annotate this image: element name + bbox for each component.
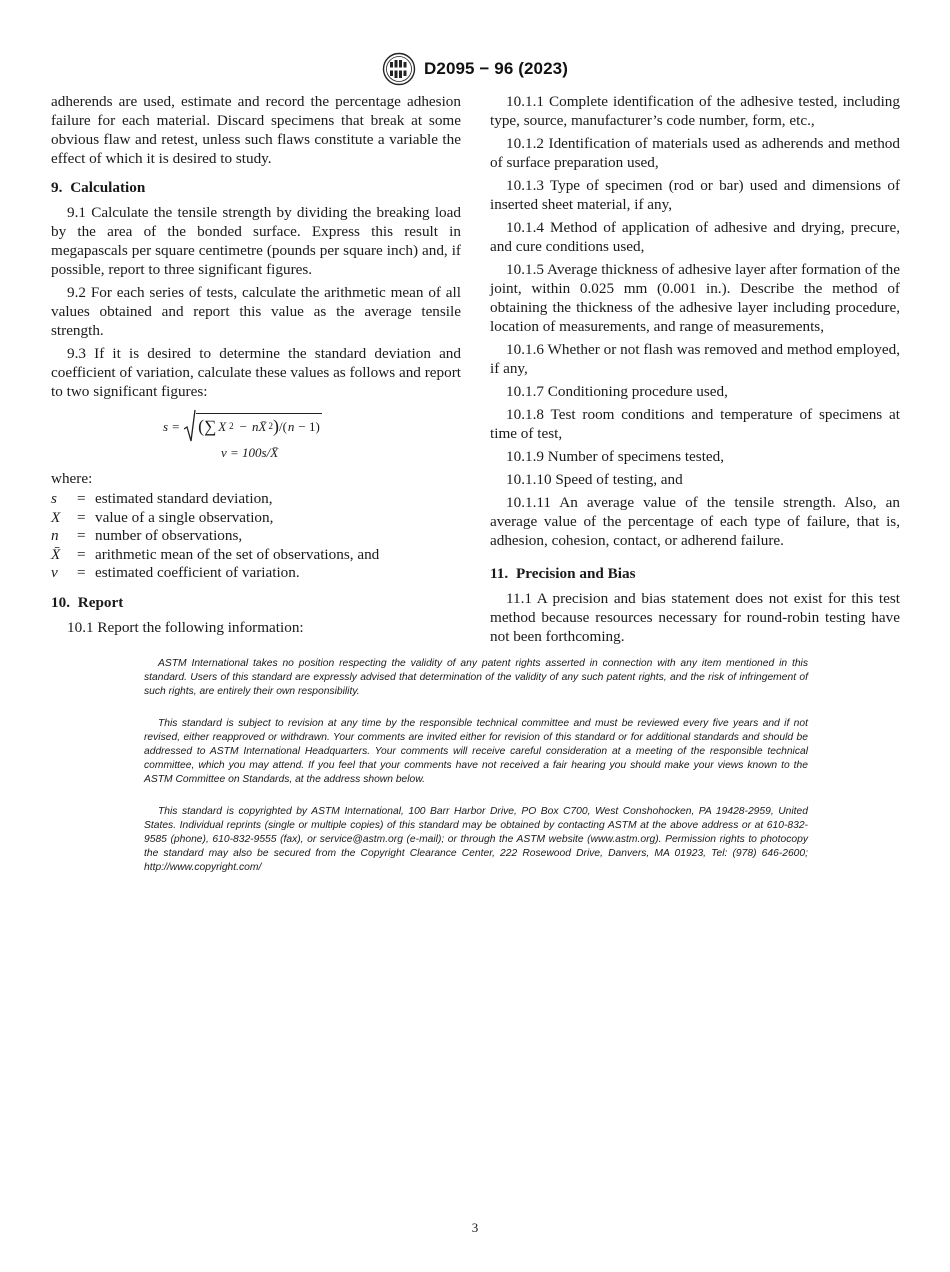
formula-sq1: 2 (229, 420, 234, 431)
astm-logo-icon (382, 52, 416, 86)
legal-notices (144, 657, 808, 893)
paragraph-10-1-8: 10.1.8 Test room conditions and temperature of specimens at time of test, (490, 406, 900, 442)
formula-minus: − (239, 418, 248, 434)
definition-item (51, 509, 461, 528)
paragraph-10-1-3: 10.1.3 Type of specimen (rod or bar) used and dimensions of inserted sheet material, if any, (490, 177, 900, 213)
paragraph-11-1: 11.1 A precision and bias statement does not exist for this test method because resources necessary for round-robin testing have not been forthcoming. (490, 590, 900, 645)
paragraph-10-1-11: 10.1.11 An average value of the tensile strength. Also, an average value of the percentage of each type of failure, that is, adhesion, cohesion, contact, or adherend failure. (490, 494, 900, 549)
formula-s-lhs: s = (163, 418, 181, 434)
radicand: ( ∑ X 2 − n X̄ 2 ) /( n − 1) (196, 413, 322, 436)
definition-text: value of a single observation, (95, 508, 274, 526)
where-label: where: (51, 470, 93, 487)
paragraph-10-1-7: 10.1.7 Conditioning procedure used, (506, 383, 728, 400)
section-9-heading (51, 178, 461, 197)
paragraph-10-1: 10.1 Report the following information: (67, 618, 304, 636)
patent-notice: ASTM International takes no position respecting the validity of any patent rights asserted in connection with any item mentioned in this standard. Users of this standard are expressly advised that determination of the validity of any such patent rights, and the risk of infringement of such rights, are entirely their own responsibility. (144, 658, 808, 697)
definition-item (51, 564, 461, 583)
intro-paragraph: adherends are used, estimate and record the percentage adhesion failure for each material. Discard specimens that break at some obvious flaw and retest, unless such flaws constitute a variable the effect of which it is desired to study. (51, 93, 461, 167)
std-dev-formula (163, 409, 322, 443)
paragraph-10-1-4: 10.1.4 Method of application of adhesive and drying, precure, and cure conditions used, (490, 219, 900, 255)
formula-xbar: X̄ (258, 418, 267, 434)
copyright-notice: This standard is copyrighted by ASTM International, 100 Barr Harbor Drive, PO Box C700, West Conshohocken, PA 19428-2959, United States. Individual reprints (single or multiple copies) of this standard may be obtained by contacting ASTM at the above address or at 610-832-9585 (phone), 610-832-9555 (fax), or service@astm.org (e-mail); or through the ASTM website (www.astm.org). Permission rights to photocopy the standard may also be secured from the Copyright Clearance Center, 222 Rosewood Drive, Danvers, MA 01923, Tel: (978) 646-2600; http://www.copyright.com/ (144, 806, 808, 873)
definition-symbol: v (51, 564, 58, 581)
paragraph-10-1-6: 10.1.6 Whether or not flash was removed and method employed, if any, (490, 341, 900, 377)
radical-sign-icon (184, 409, 196, 443)
formula-sq2: 2 (268, 420, 273, 431)
sum-symbol: ∑ (204, 416, 217, 436)
definition-text: arithmetic mean of the set of observations, and (95, 545, 380, 563)
page-header (0, 52, 950, 86)
definition-symbol: n (51, 527, 59, 544)
definition-item (51, 490, 461, 509)
section-10-title: Report (77, 593, 124, 611)
revision-notice: This standard is subject to revision at any time by the responsible technical committee and must be reviewed every five years and if not revised, either reapproved or withdrawn. Your comments are invited either for revision of this standard or for additional standards and should be addressed to ASTM International Headquarters. Your comments will receive careful consideration at a meeting of the responsible technical committee, which you may attend. If you feel that your comments have not received a fair hearing you should make your views known to the ASTM Committee on Standards, at the address shown below. (144, 718, 808, 785)
definition-symbol: s (51, 490, 57, 507)
paragraph-10-1-10: 10.1.10 Speed of testing, and (506, 471, 683, 488)
definition-symbol: X (51, 508, 61, 526)
definition-equals: = (77, 527, 86, 544)
formula-x: X (218, 418, 227, 434)
formula-n2: n (287, 418, 295, 434)
paragraph-10-1-9: 10.1.9 Number of specimens tested, (506, 448, 725, 465)
section-11-number: 11. (490, 565, 509, 582)
paragraph-9-3: 9.3 If it is desired to determine the standard deviation and coefficient of variation, calculate these values as follows and report to two significant figures: (51, 345, 461, 400)
definition-equals: = (77, 545, 86, 563)
definition-equals: = (77, 508, 86, 526)
definition-list (51, 490, 461, 583)
paragraph-9-2: 9.2 For each series of tests, calculate the arithmetic mean of all values obtained and report this value as the average tensile strength. (51, 284, 461, 339)
definition-text: estimated coefficient of variation. (95, 564, 300, 581)
formula-minus1: − 1) (298, 418, 320, 434)
paragraph-9-1: 9.1 Calculate the tensile strength by dividing the breaking load by the area of the bonded surface. Express this result in megapascals per square centimetre (pounds per square inch) and, if possible, report to three significant figures. (51, 204, 461, 278)
cv-formula: v = 100s/X̄ (221, 445, 279, 460)
standard-designation: D2095 − 96 (2023) (424, 59, 568, 78)
formula-n: n (252, 418, 259, 434)
section-11-title: Precision and Bias (515, 565, 636, 582)
section-10-heading (51, 593, 461, 612)
definition-text: estimated standard deviation, (95, 490, 273, 507)
definition-symbol: X̄ (51, 545, 61, 563)
section-9-title: Calculation (70, 179, 146, 196)
section-11-heading (490, 564, 900, 583)
paragraph-10-1-1: 10.1.1 Complete identification of the adhesive tested, including type, source, manufacturer’s code number, form, etc., (490, 93, 900, 129)
paragraph-10-1-2: 10.1.2 Identification of materials used as adherends and method of surface preparation used, (490, 135, 900, 171)
definition-text: number of observations, (95, 527, 243, 544)
left-column (51, 92, 461, 641)
definition-equals: = (77, 490, 86, 507)
paragraph-10-1-5: 10.1.5 Average thickness of adhesive layer after formation of the joint, within 0.025 mm (0.001 in.). Describe the method of obtaining the thickness of the adhesive layer including procedure, location of measurements, and range of measurements, (490, 261, 900, 335)
definition-equals: = (77, 564, 86, 581)
formula-block (51, 405, 461, 465)
section-9-number: 9. (51, 179, 63, 196)
section-10-number: 10. (51, 593, 70, 611)
formula-div: /( (278, 418, 287, 434)
definition-item (51, 546, 461, 565)
right-column (490, 92, 900, 650)
page-number: 3 (471, 1220, 479, 1235)
definition-item (51, 527, 461, 546)
